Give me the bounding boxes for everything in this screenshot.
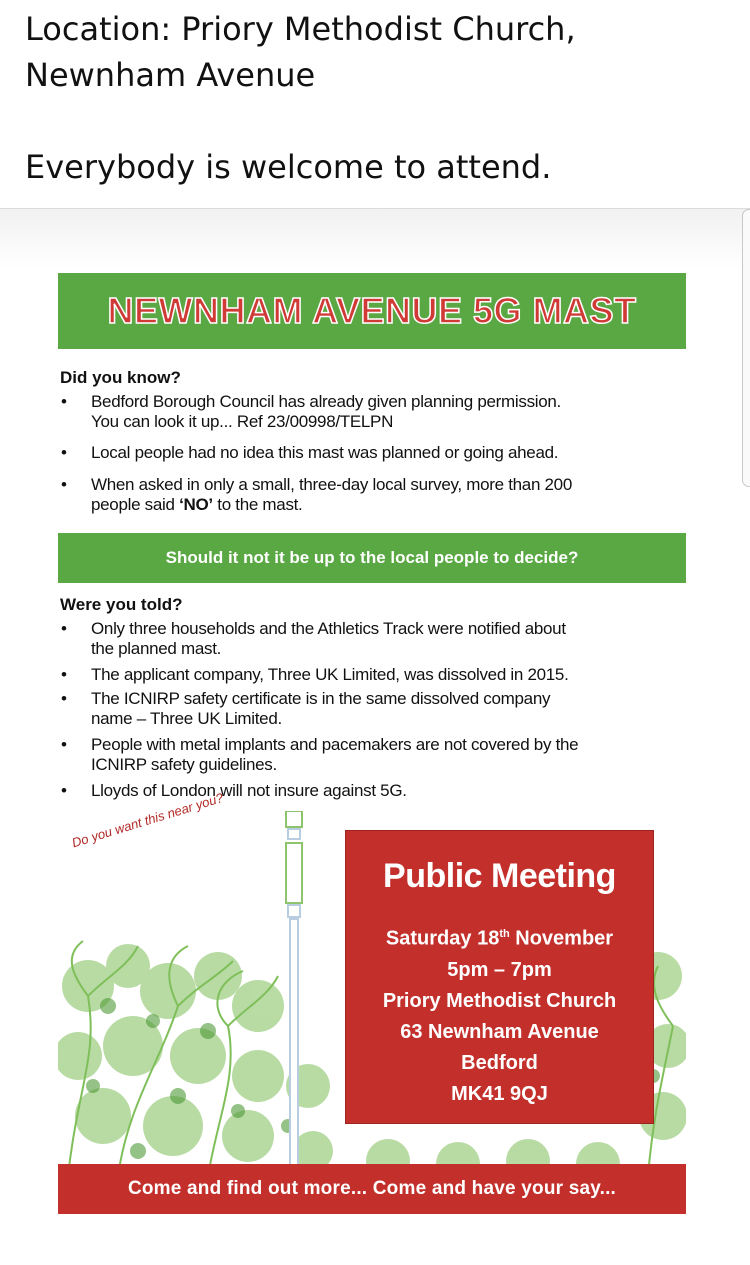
did-you-know-list <box>58 392 686 515</box>
meeting-town: Bedford <box>461 1051 538 1074</box>
public-meeting-box <box>346 831 653 1123</box>
meeting-date: Saturday 18th November <box>385 927 614 950</box>
flyer-title: NEWNHAM AVENUE 5G MAST <box>107 290 637 331</box>
scroll-indicator <box>742 209 750 487</box>
did-you-know-heading: Did you know? <box>60 368 181 387</box>
meeting-venue: Priory Methodist Church <box>382 989 617 1012</box>
were-you-told-list <box>58 619 686 801</box>
list-item: • Local people had no idea this mast was planned or going ahead. <box>61 443 559 462</box>
mast-illustration <box>282 811 306 1191</box>
list-item: • The applicant company, Three UK Limited, was dissolved in 2015. <box>61 665 569 684</box>
location-line-2: Newnham Avenue <box>25 56 316 94</box>
location-line-1: Location: Priory Methodist Church, <box>25 10 576 48</box>
list-item: • People with metal implants and pacemakers are not covered by the ICNIRP safety guidelines. <box>61 735 579 774</box>
tagline: Do you want this near you? <box>70 789 226 851</box>
meeting-details <box>346 919 653 1110</box>
post-text <box>25 6 725 190</box>
footer-bar <box>58 1164 686 1214</box>
were-you-told-heading: Were you told? <box>60 595 183 614</box>
list-item: • The ICNIRP safety certificate is in the same dissolved company name – Three UK Limited. <box>61 689 551 728</box>
meeting-postcode: MK41 9QJ <box>451 1082 548 1105</box>
meeting-time: 5pm – 7pm <box>447 958 552 981</box>
list-item: • Bedford Borough Council has already given planning permission. You can look it up... Ref 23/00998/TELPN <box>61 392 561 431</box>
flyer <box>58 271 686 1216</box>
flyer-title-bar <box>58 273 686 349</box>
list-item: • When asked in only a small, three-day local survey, more than 200 people said ‘NO’ to the mast. <box>61 475 572 514</box>
list-item: • Lloyds of London will not insure against 5G. <box>61 781 407 800</box>
meeting-title: Public Meeting <box>383 857 616 895</box>
meeting-street: 63 Newnham Avenue <box>400 1020 599 1043</box>
question-text: Should it not it be up to the local people to decide? <box>165 548 579 567</box>
question-bar <box>58 533 686 583</box>
welcome-text: Everybody is welcome to attend. <box>25 148 552 186</box>
flyer-image[interactable] <box>0 208 750 1265</box>
list-item: • Only three households and the Athletics Track were notified about the planned mast. <box>61 619 566 658</box>
footer-text: Come and find out more... Come and have your say... <box>127 1178 617 1199</box>
